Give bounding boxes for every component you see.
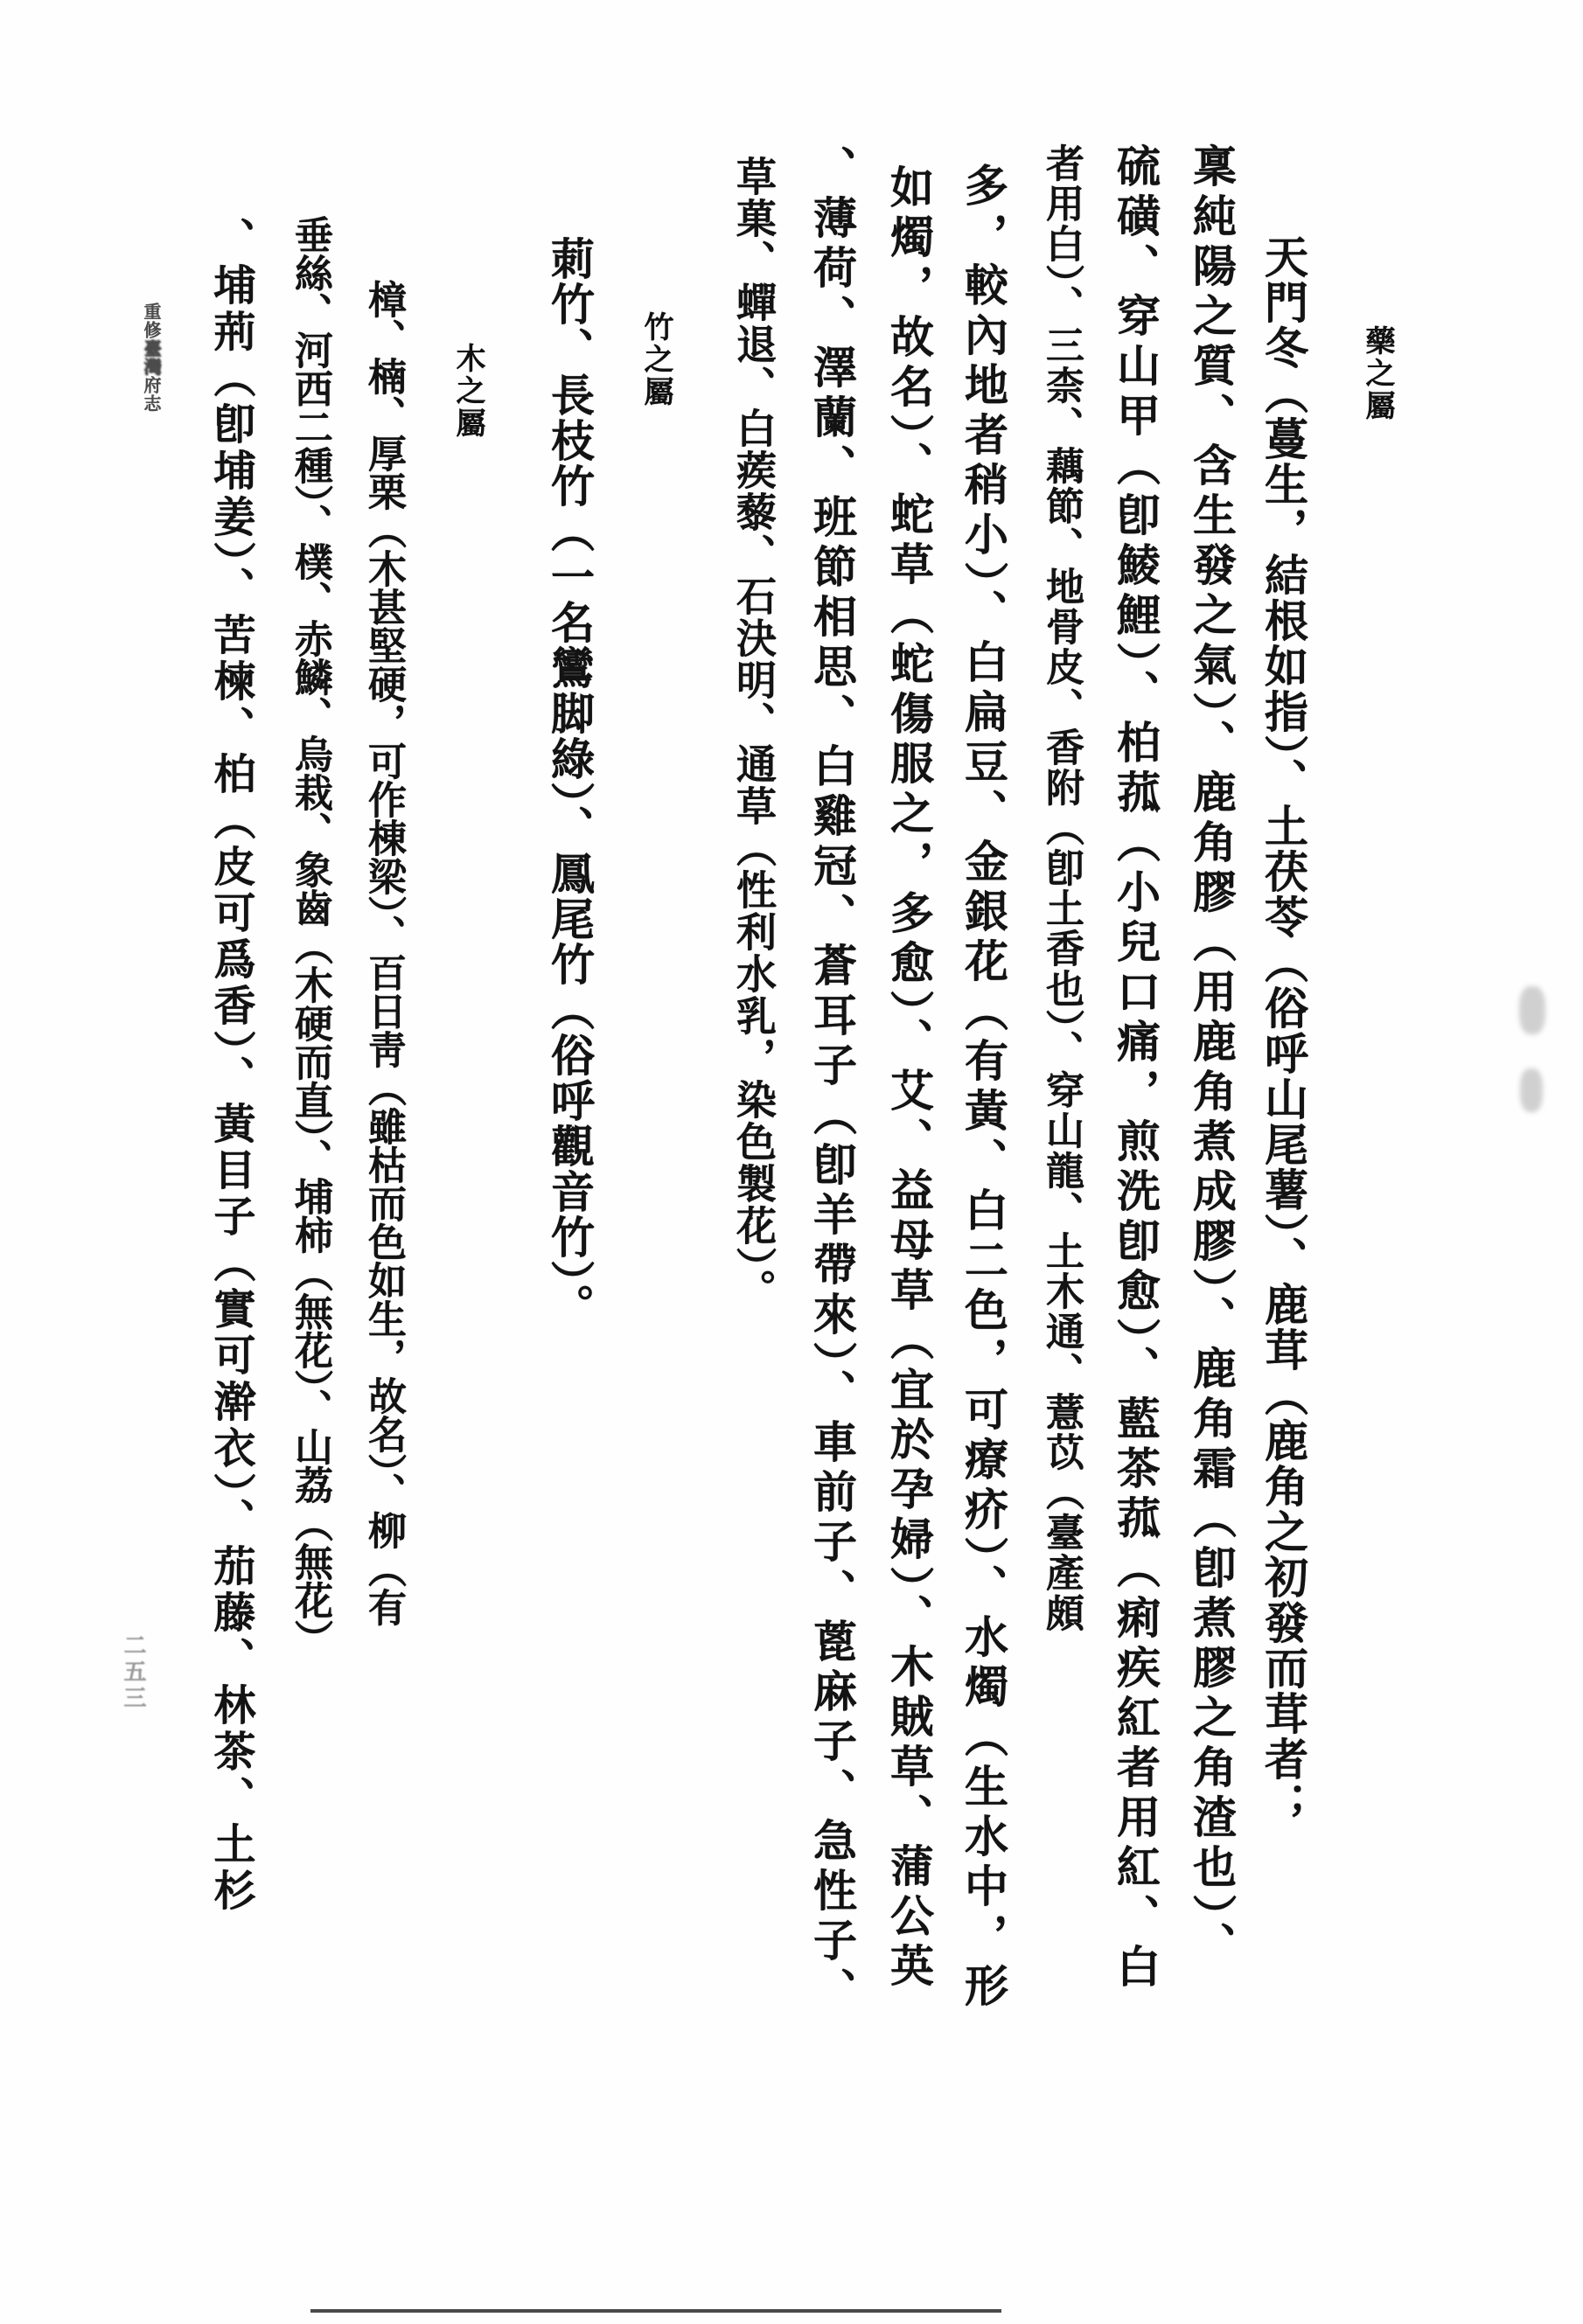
text-column: 硫磺、穿山甲（卽鯪鯉）、柏菰（小兒口痛，煎洗卽愈）、藍茶菰（痢疾紅者用紅、白 [1111,143,1160,1993]
text-column: 、薄荷、澤蘭、班節相思、白雞冠、蒼耳子（卽羊帶來）、車前子、蓖麻子、急性子、 [807,145,856,2017]
book-title-part2: 臺灣 [141,339,160,376]
text-column: 樟、楠、厚栗（木甚堅硬，可作棟梁）、百日靑（雖枯而色如生，故名）、柳（有 [362,280,405,1626]
section-header-medicines: 藥之屬 [1361,325,1393,422]
section-header-bamboos: 竹之屬 [639,311,672,408]
scan-artifact-line [310,2309,1001,2313]
section-header-trees: 木之屬 [451,343,484,440]
book-title-part3: 府志 [141,376,160,413]
book-title [142,303,159,413]
text-column: 如燭，故名）、蛇草（蛇傷服之，多愈）、艾、益母草（宜於孕婦）、木賊草、蒲公英 [884,164,933,1993]
text-column: 垂絲、河西二種）、樸、赤鱗、烏栽、象齒（木硬而直）、埔柿（無花）、山荔（無花） [289,215,331,1658]
text-column: 天門冬（蔓生，結根如指）、土茯苓（俗呼山尾薯）、鹿茸（鹿角之初發而茸者； [1259,234,1308,1827]
book-title-part1: 重修 [141,303,160,339]
text-column: 、埔荊（卽埔姜）、苦楝、柏（皮可爲香）、黃目子（實可澣衣）、茄藤、林茶、土杉 [207,217,254,1915]
page-number: 二五三 [121,1633,146,1712]
scan-smudge [1519,986,1545,1034]
text-column: 稟純陽之質、含生發之氣）、鹿角膠（用鹿角煮成膠）、鹿角霜（卽煮膠之角渣也）、 [1187,143,1236,1972]
text-column: 草菓、蟬退、白蒺藜、石決明、通草（性利水乳，染色製花）。 [731,156,776,1311]
text-column: 多，較內地者稍小）、白扁豆、金銀花（有黃、白二色，可療疥）、水燭（生水中，形 [959,163,1008,2013]
text-column: 莿竹、長枝竹（一名鸞脚綠）、鳳尾竹（俗呼觀音竹）。 [545,236,594,1329]
text-column: 者用白）、三柰、藕節、地骨皮、香附（卽土香也）、穿山龍、土木通、薏苡（臺產頗 [1040,143,1083,1633]
scan-smudge [1520,1068,1543,1112]
